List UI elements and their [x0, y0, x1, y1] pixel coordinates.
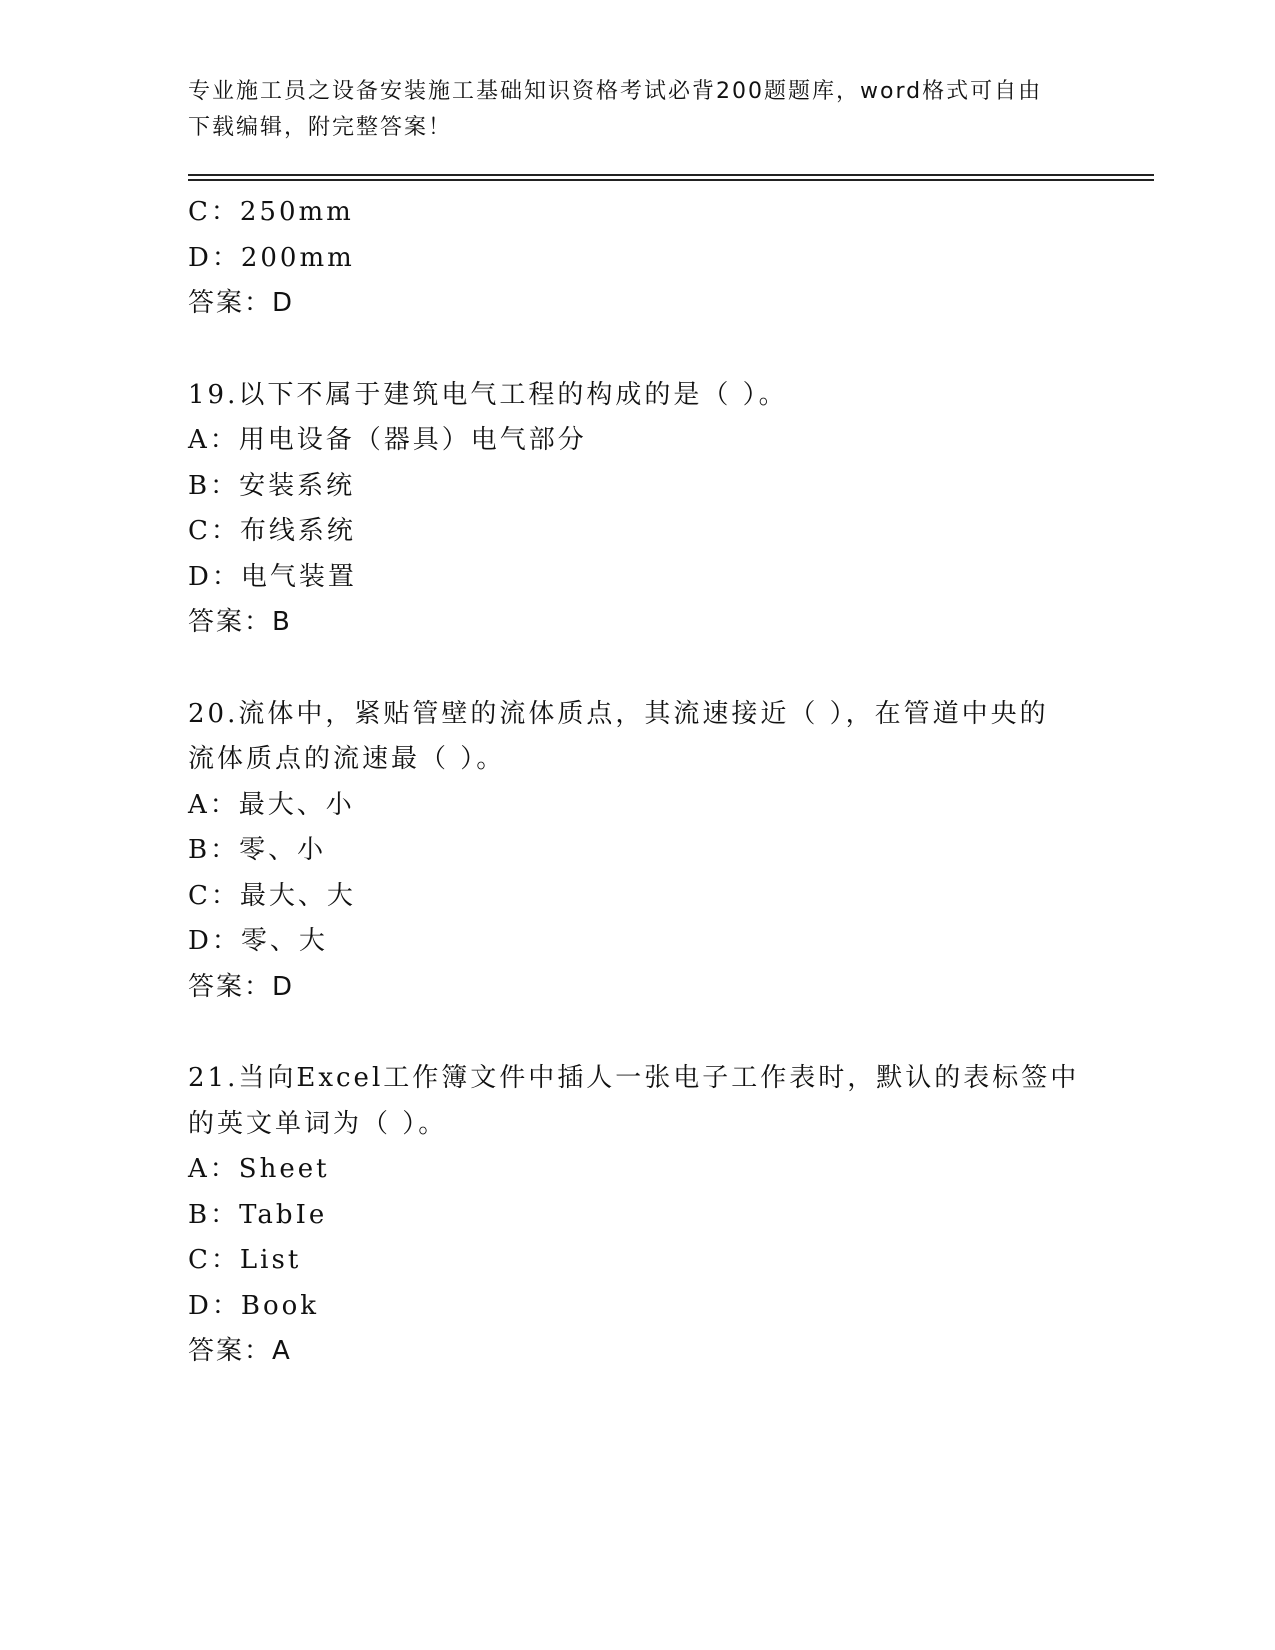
- question-21: [188, 1056, 1088, 1375]
- option-d: D：电气装置: [188, 561, 357, 592]
- question-19: [188, 373, 1088, 646]
- option-d: D：零、大: [188, 926, 328, 956]
- answer-line: 答案：B: [188, 607, 292, 637]
- header-title-line-2: 下载编辑，附完整答案！: [188, 115, 453, 140]
- option-a: A：用电设备（器具）电气部分: [188, 425, 587, 455]
- answer-line: 答案：D: [188, 971, 295, 1002]
- option-b: B：零、小: [188, 835, 327, 865]
- question-text: 21.当向Excel工作簿文件中插人一张电子工作表时，默认的表标签中: [188, 1063, 1080, 1093]
- option-d: D：200mm: [188, 242, 355, 273]
- question-text: 20.流体中，紧贴管壁的流体质点，其流速接近（ ），在管道中央的: [188, 698, 1049, 729]
- option-c: C：List: [188, 1245, 302, 1275]
- option-c: C：250mm: [188, 197, 354, 227]
- header-divider-bottom: [188, 179, 1154, 181]
- option-a: A：Sheet: [188, 1154, 330, 1184]
- option-c: C：最大、大: [188, 880, 356, 911]
- question-text-continued: 的英文单词为（ ）。: [188, 1108, 448, 1139]
- question-text-continued: 流体质点的流速最（ ）。: [188, 744, 506, 774]
- header-title-line-1: 专业施工员之设备安装施工基础知识资格考试必背200题题库，word格式可自由: [188, 79, 1043, 104]
- answer-line: 答案：A: [188, 1336, 292, 1366]
- question-text: 19.以下不属于建筑电气工程的构成的是（ ）。: [188, 379, 788, 410]
- option-b: B：TabIe: [188, 1199, 328, 1230]
- option-d: D：Book: [188, 1290, 320, 1321]
- option-b: B：安装系统: [188, 470, 356, 501]
- header-divider-top: [188, 174, 1154, 176]
- question-list: [188, 190, 1088, 1375]
- question-20: [188, 692, 1088, 1011]
- option-a: A：最大、小: [188, 789, 355, 820]
- document-header: [188, 74, 1088, 146]
- option-c: C：布线系统: [188, 516, 356, 546]
- question-fragment: [188, 190, 1088, 327]
- answer-line: 答案：D: [188, 288, 295, 318]
